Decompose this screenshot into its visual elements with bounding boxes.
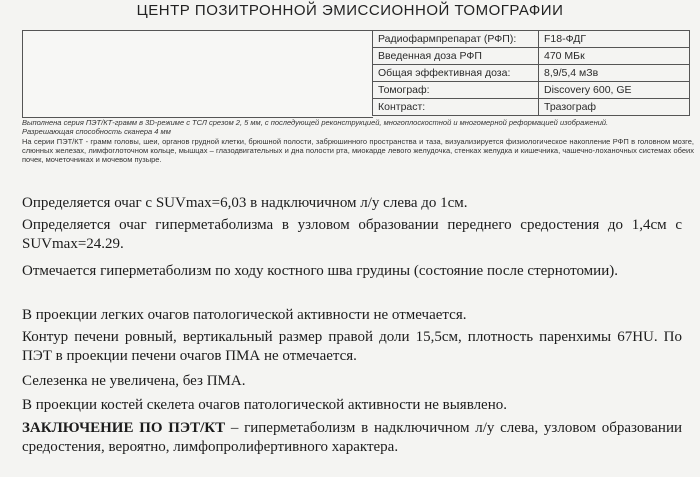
table-row	[373, 65, 690, 82]
table-row	[373, 48, 690, 65]
protocol-line-2: Разрешающая способность сканера 4 мм	[22, 127, 171, 136]
finding-paragraph: Селезенка не увеличена, без ПМА.	[22, 373, 246, 389]
finding-paragraph: Определяется очаг гиперметаболизма в узловом образовании переднего средостения до 1,4см с SUVmax=24.29.	[22, 217, 682, 252]
table-row	[373, 82, 690, 99]
param-value: 8,9/5,4 мЗв	[539, 65, 690, 82]
table-row	[373, 99, 690, 116]
patient-info-box	[22, 30, 373, 118]
conclusion-paragraph	[22, 419, 682, 457]
param-label: Томограф:	[373, 82, 539, 99]
study-parameters-table	[372, 30, 690, 116]
param-value: Discovery 600, GE	[539, 82, 690, 99]
protocol-line-1: Выполнена серия ПЭТ/КТ-грамм в 3D-режиме с ТСЛ срезом 2, 5 мм, с последующей реконструкцией, многоплоскостной и многомерной реформацией изображений.	[22, 118, 609, 127]
param-value: 470 МБк	[539, 48, 690, 65]
finding-paragraph: Контур печени ровный, вертикальный размер правой доли 15,5см, плотность паренхимы 67HU. По ПЭТ в проекции печени очагов ПМА не отмечается.	[22, 329, 682, 364]
table-row	[373, 31, 690, 48]
param-value: F18-ФДГ	[539, 31, 690, 48]
conclusion-text: – гиперметаболизм в надключичном л/у слева, узловом образовании средостения, вероятно, лимфопролифертивного характера.	[22, 420, 682, 455]
param-value: Тразограф	[539, 99, 690, 116]
finding-paragraph: В проекции легких очагов патологической активности не отмечается.	[22, 307, 467, 323]
param-label: Контраст:	[373, 99, 539, 116]
finding-paragraph: В проекции костей скелета очагов патологической активности не выявлено.	[22, 397, 507, 413]
page-title: ЦЕНТР ПОЗИТРОННОЙ ЭМИССИОННОЙ ТОМОГРАФИИ	[136, 2, 564, 19]
param-label: Радиофармпрепарат (РФП):	[373, 31, 539, 48]
protocol-description: На серии ПЭТ/КТ - грамм головы, шеи, органов грудной клетки, брюшной полости, забрюшинного пространства и таза, визуализируется физиологическое накопление РФП в головном мозге, слюнных железах, лимфоглоточном кольце, мышцах – глазодвигательных и дна полости рта, миокарде левого желудочка, стенках желудка и кишечника, чашечно-лоханочных системах обеих почек, мочеточниках и мочевом пузыре.	[22, 137, 694, 164]
finding-paragraph: Определяется очаг с SUVmax=6,03 в надключичном л/у слева до 1см.	[22, 195, 468, 211]
finding-paragraph: Отмечается гиперметаболизм по ходу костного шва грудины (состояние после стернотомии).	[22, 263, 618, 279]
param-label: Введенная доза РФП	[373, 48, 539, 65]
param-label: Общая эффективная доза:	[373, 65, 539, 82]
conclusion-label: ЗАКЛЮЧЕНИЕ ПО ПЭТ/КТ	[22, 420, 226, 436]
